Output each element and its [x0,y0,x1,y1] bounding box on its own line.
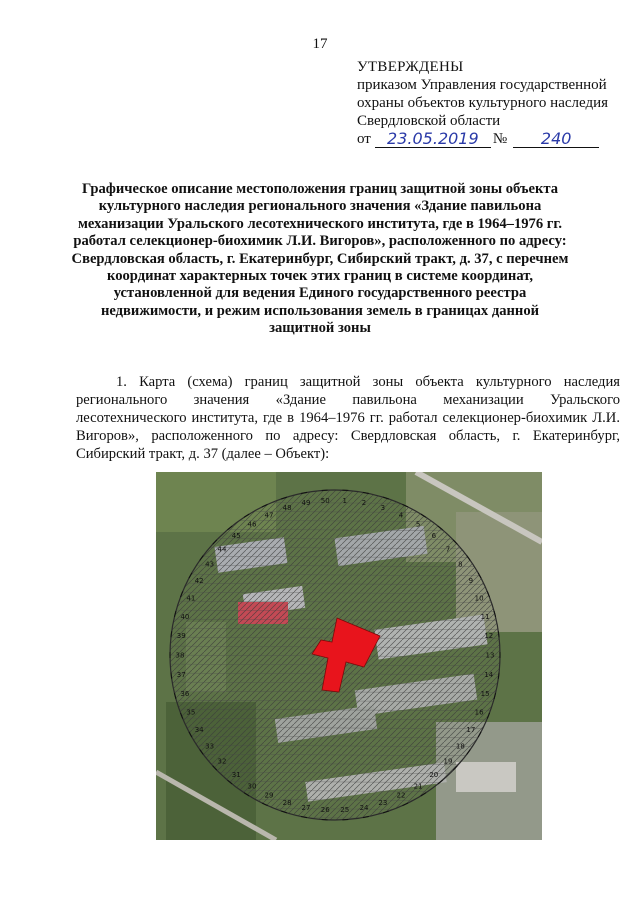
boundary-point-label: 40 [180,612,190,621]
boundary-point-label: 35 [186,708,196,717]
boundary-point-label: 1 [342,496,347,505]
boundary-point-label: 36 [180,690,190,699]
approval-line-2: охраны объектов культурного наследия [357,95,609,111]
boundary-point-label: 46 [247,520,257,529]
boundary-point-label: 10 [474,594,484,603]
boundary-point-label: 9 [468,576,474,585]
boundary-point-label: 29 [264,791,274,800]
boundary-point-label: 42 [194,576,204,585]
boundary-point-label: 4 [398,511,404,520]
boundary-point-label: 43 [205,560,215,569]
boundary-point-label: 2 [361,499,367,508]
boundary-point-label: 7 [445,545,451,554]
boundary-point-label: 20 [429,770,439,779]
boundary-point-label: 24 [359,803,369,812]
boundary-point-label: 47 [264,511,274,520]
boundary-point-label: 23 [378,798,388,807]
boundary-point-label: 37 [176,670,186,679]
date-prefix: от [357,131,371,147]
boundary-point-label: 39 [176,632,186,641]
boundary-point-label: 13 [485,651,495,660]
boundary-point-label: 19 [443,757,453,766]
approval-signature-line [357,130,627,148]
boundary-point-label: 45 [231,532,241,541]
boundary-point-label: 33 [205,742,215,751]
boundary-point-label: 22 [396,791,406,800]
boundary-point-label: 27 [301,803,311,812]
number-prefix: № [492,131,508,147]
page-number: 17 [312,36,328,52]
boundary-point-label: 50 [320,496,330,505]
boundary-point-label: 44 [217,545,227,554]
boundary-map [156,472,542,840]
boundary-point-label: 16 [474,708,484,717]
boundary-point-label: 8 [458,560,463,569]
boundary-point-label: 34 [194,726,204,735]
boundary-point-label: 17 [466,726,476,735]
number-value: 240 [513,130,599,148]
boundary-point-label: 49 [301,499,311,508]
boundary-point-label: 41 [186,594,196,603]
approval-block [357,58,627,148]
approval-title: УТВЕРЖДЕНЫ [357,59,464,75]
map-svg [156,472,542,840]
boundary-point-label: 14 [484,670,494,679]
boundary-point-label: 26 [320,806,330,815]
boundary-point-label: 6 [431,532,437,541]
approval-line-1: приказом Управления государственной [357,77,607,93]
boundary-point-label: 31 [231,770,241,779]
approval-line-3: Свердловской области [357,113,501,129]
boundary-point-label: 12 [484,632,494,641]
boundary-point-label: 48 [282,504,292,513]
boundary-point-label: 25 [340,806,350,815]
boundary-point-label: 38 [175,651,185,660]
boundary-point-label: 15 [480,690,490,699]
paragraph-1: 1. Карта (схема) границ защитной зоны объекта культурного наследия регионального значения «Здание павильона механизации Уральского лесотехнического института, где в 1964–1976 гг. работал селекционер-биохимик Л.И. Вигоров», расположенного по адресу: Свердловская область, г. Екатеринбург, Сибирский тракт, д. 37 (далее – Объект): [76,374,620,462]
boundary-point-label: 30 [247,782,257,791]
boundary-point-label: 21 [413,782,423,791]
document-heading: Графическое описание местоположения границ защитной зоны объекта культурного наследия регионального значения «Здание павильона механизации Уральского лесотехнического института, где в 1964–1976 гг. работал селекционер-биохимик Л.И. Вигоров», расположенного по адресу: Свердловская область, г. Екатеринбург, Сибирский тракт, д. 37, с перечнем координат характерных точек этих границ в системе координат, установленной для ведения Единого государственного реестра недвижимости, и режим использования земель в границах данной защитной зоны [71,181,569,337]
boundary-point-label: 32 [217,757,227,766]
boundary-point-label: 11 [480,612,490,621]
boundary-point-label: 5 [415,520,421,529]
date-value: 23.05.2019 [375,130,491,148]
boundary-point-label: 28 [282,798,292,807]
boundary-point-label: 18 [455,742,465,751]
boundary-point-label: 3 [380,504,386,513]
